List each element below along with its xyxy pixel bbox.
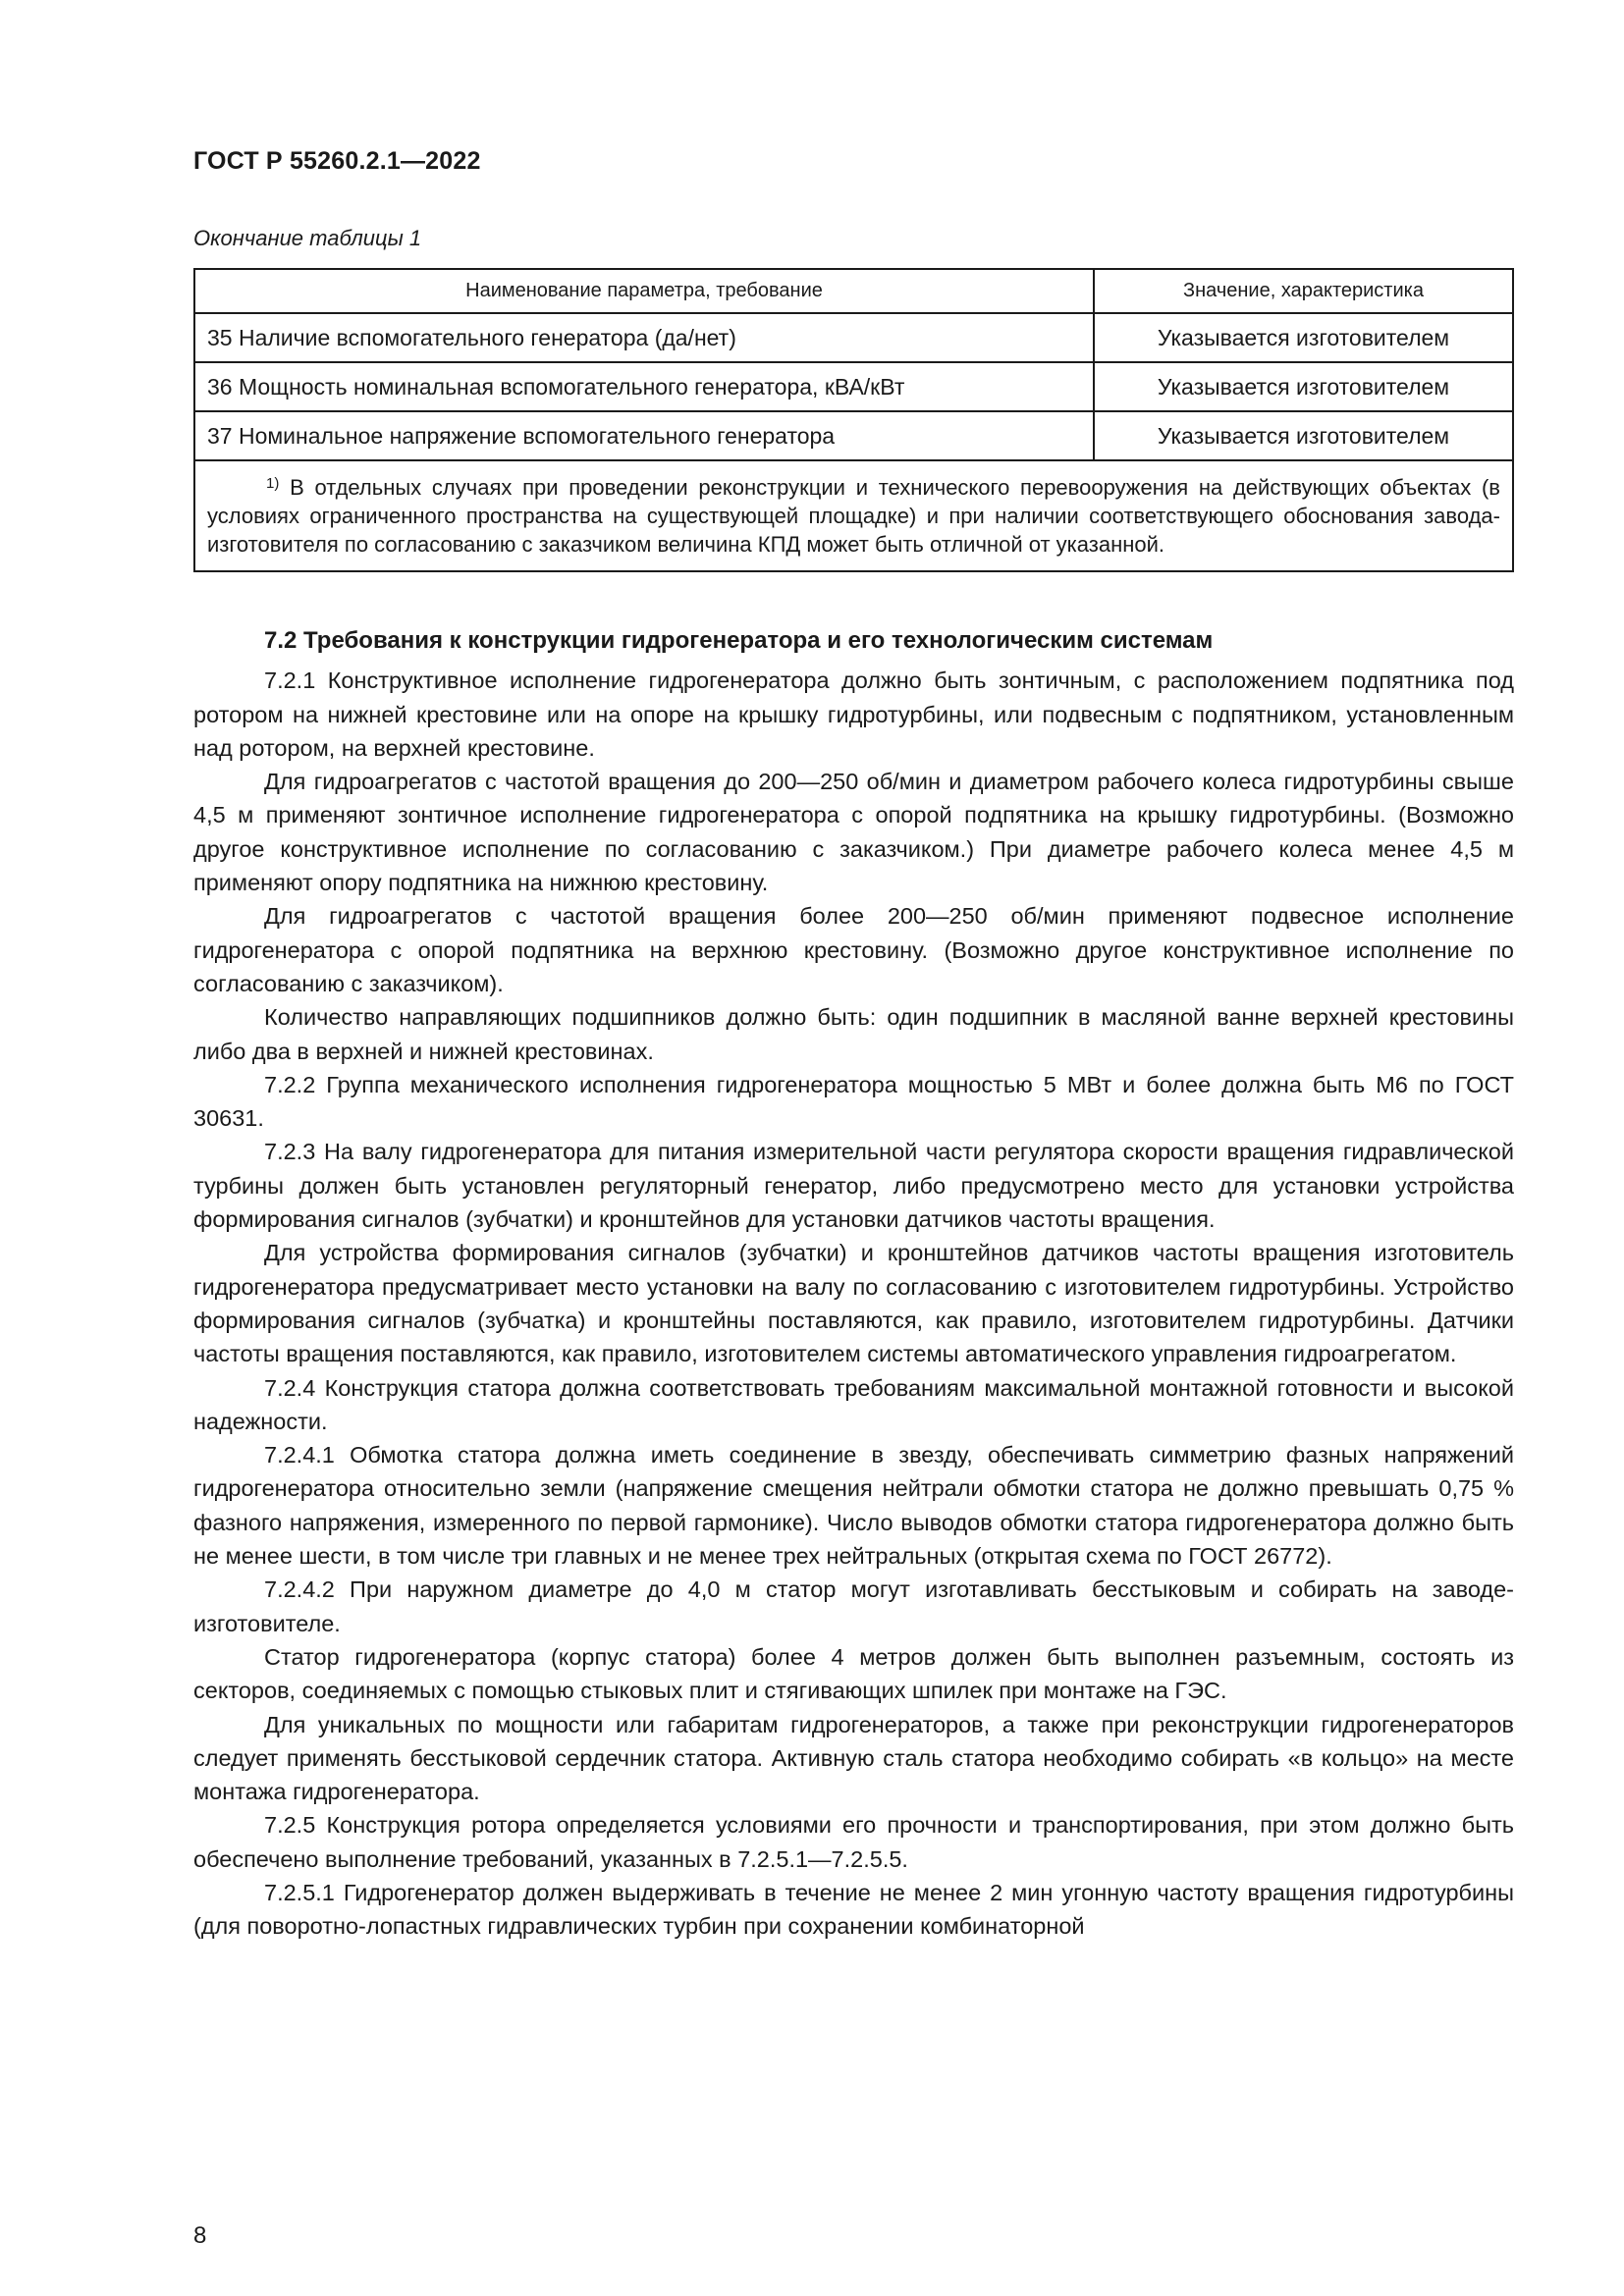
row-37-parameter: 37 Номинальное напряжение вспомогательного генератора <box>194 411 1094 460</box>
paragraph: 7.2.3 На валу гидрогенератора для питания измерительной части регулятора скорости вращения гидравлической турбины должен быть установлен регуляторный генератор, либо предусмотрено место для установки устройства формирования сигналов (зубчатки) и кронштейнов для установки датчиков частоты вращения. <box>193 1139 1514 1233</box>
table-row <box>194 411 1513 460</box>
table-footnote <box>194 460 1513 571</box>
table-row <box>194 313 1513 362</box>
paragraph: 7.2.4.1 Обмотка статора должна иметь соединение в звезду, обеспечивать симметрию фазных напряжений гидрогенератора относительно земли (напряжение смещения нейтрали обмотки статора не должно превышать 0,75 % фазного напряжения, измеренного по первой гармонике). Число выводов обмотки статора гидрогенератора должно быть не менее шести, в том числе три главных и не менее трех нейтральных (открытая схема по ГОСТ 26772). <box>193 1442 1514 1570</box>
row-35-value: Указывается изготовителем <box>1094 313 1513 362</box>
paragraph: Для гидроагрегатов с частотой вращения до 200—250 об/мин и диаметром рабочего колеса гидротурбины свыше 4,5 м применяют зонтичное исполнение гидрогенератора с опорой подпятника на крышку гидротурбины. (Возможно другое конструктивное исполнение по согласованию с заказчиком.) При диаметре рабочего колеса менее 4,5 м применяют опору подпятника на нижнюю крестовину. <box>193 769 1514 896</box>
row-36-value: Указывается изготовителем <box>1094 362 1513 411</box>
paragraph: Количество направляющих подшипников должно быть: один подшипник в масляной ванне верхней крестовины либо два в верхней и нижней крестовинах. <box>193 1004 1514 1064</box>
column-header-value: Значение, характеристика <box>1094 269 1513 313</box>
section-body <box>193 624 1514 1944</box>
paragraph: 7.2.2 Группа механического исполнения гидрогенератора мощностью 5 МВт и более должна быть М6 по ГОСТ 30631. <box>193 1071 1514 1132</box>
row-35-parameter: 35 Наличие вспомогательного генератора (да/нет) <box>194 313 1094 362</box>
parameters-table <box>193 268 1514 572</box>
paragraph: Статор гидрогенератора (корпус статора) более 4 метров должен быть выполнен разъемным, состоять из секторов, соединяемых с помощью стыковых плит и стягивающих шпилек при монтаже на ГЭС. <box>193 1643 1514 1704</box>
column-header-parameter: Наименование параметра, требование <box>194 269 1094 313</box>
row-37-value: Указывается изготовителем <box>1094 411 1513 460</box>
page-number: 8 <box>193 2222 207 2249</box>
row-36-parameter: 36 Мощность номинальная вспомогательного генератора, кВА/кВт <box>194 362 1094 411</box>
paragraph: 7.2.4 Конструкция статора должна соответствовать требованиям максимальной монтажной готовности и высокой надежности. <box>193 1374 1514 1434</box>
footnote-marker: 1) <box>266 475 280 492</box>
document-header: ГОСТ Р 55260.2.1—2022 <box>193 147 481 175</box>
paragraph: 7.2.4.2 При наружном диаметре до 4,0 м статор могут изготавливать бесстыковым и собирать на заводе-изготовителе. <box>193 1576 1514 1636</box>
table-header-row <box>194 269 1513 313</box>
paragraph: 7.2.5 Конструкция ротора определяется условиями его прочности и транспортирования, при этом должно быть обеспечено выполнение требований, указанных в 7.2.5.1—7.2.5.5. <box>193 1812 1514 1872</box>
table-row <box>194 362 1513 411</box>
section-heading: 7.2 Требования к конструкции гидрогенератора и его технологическим системам <box>264 627 1214 654</box>
paragraph: 7.2.1 Конструктивное исполнение гидрогенератора должно быть зонтичным, с расположением подпятника под ротором на нижней крестовине или на опоре на крышку гидротурбины, или подвесным с подпятником, установленным над ротором, на верхней крестовине. <box>193 667 1514 761</box>
table-footnote-row <box>194 460 1513 571</box>
table-caption: Окончание таблицы 1 <box>193 226 422 250</box>
paragraph: Для уникальных по мощности или габаритам гидрогенераторов, а также при реконструкции гидрогенераторов следует применять бесстыковой сердечник статора. Активную сталь статора необходимо собирать «в кольцо» на месте монтажа гидрогенератора. <box>193 1711 1514 1805</box>
paragraph: Для устройства формирования сигналов (зубчатки) и кронштейнов датчиков частоты вращения изготовитель гидрогенератора предусматривает место установки на валу по согласованию с изготовителем гидротурбины. Устройство формирования сигналов (зубчатка) и кронштейны поставляются, как правило, изготовителем гидротурбины. Датчики частоты вращения поставляются, как правило, изготовителем системы автоматического управления гидроагрегатом. <box>193 1240 1514 1367</box>
footnote-text: В отдельных случаях при проведении реконструкции и технического перевооружения на действующих объектах (в условиях ограниченного пространства на существующей площадке) и при наличии соответствующего обоснования завода-изготовителя по согласованию с заказчиком величина КПД может быть отличной от указанной. <box>207 475 1500 557</box>
paragraph: Для гидроагрегатов с частотой вращения более 200—250 об/мин применяют подвесное исполнение гидрогенератора с опорой подпятника на верхнюю крестовину. (Возможно другое конструктивное исполнение по согласованию с заказчиком). <box>193 903 1514 996</box>
paragraph: 7.2.5.1 Гидрогенератор должен выдерживать в течение не менее 2 мин угонную частоту вращения гидротурбины (для поворотно-лопастных гидравлических турбин при сохранении комбинаторной <box>193 1879 1514 1940</box>
